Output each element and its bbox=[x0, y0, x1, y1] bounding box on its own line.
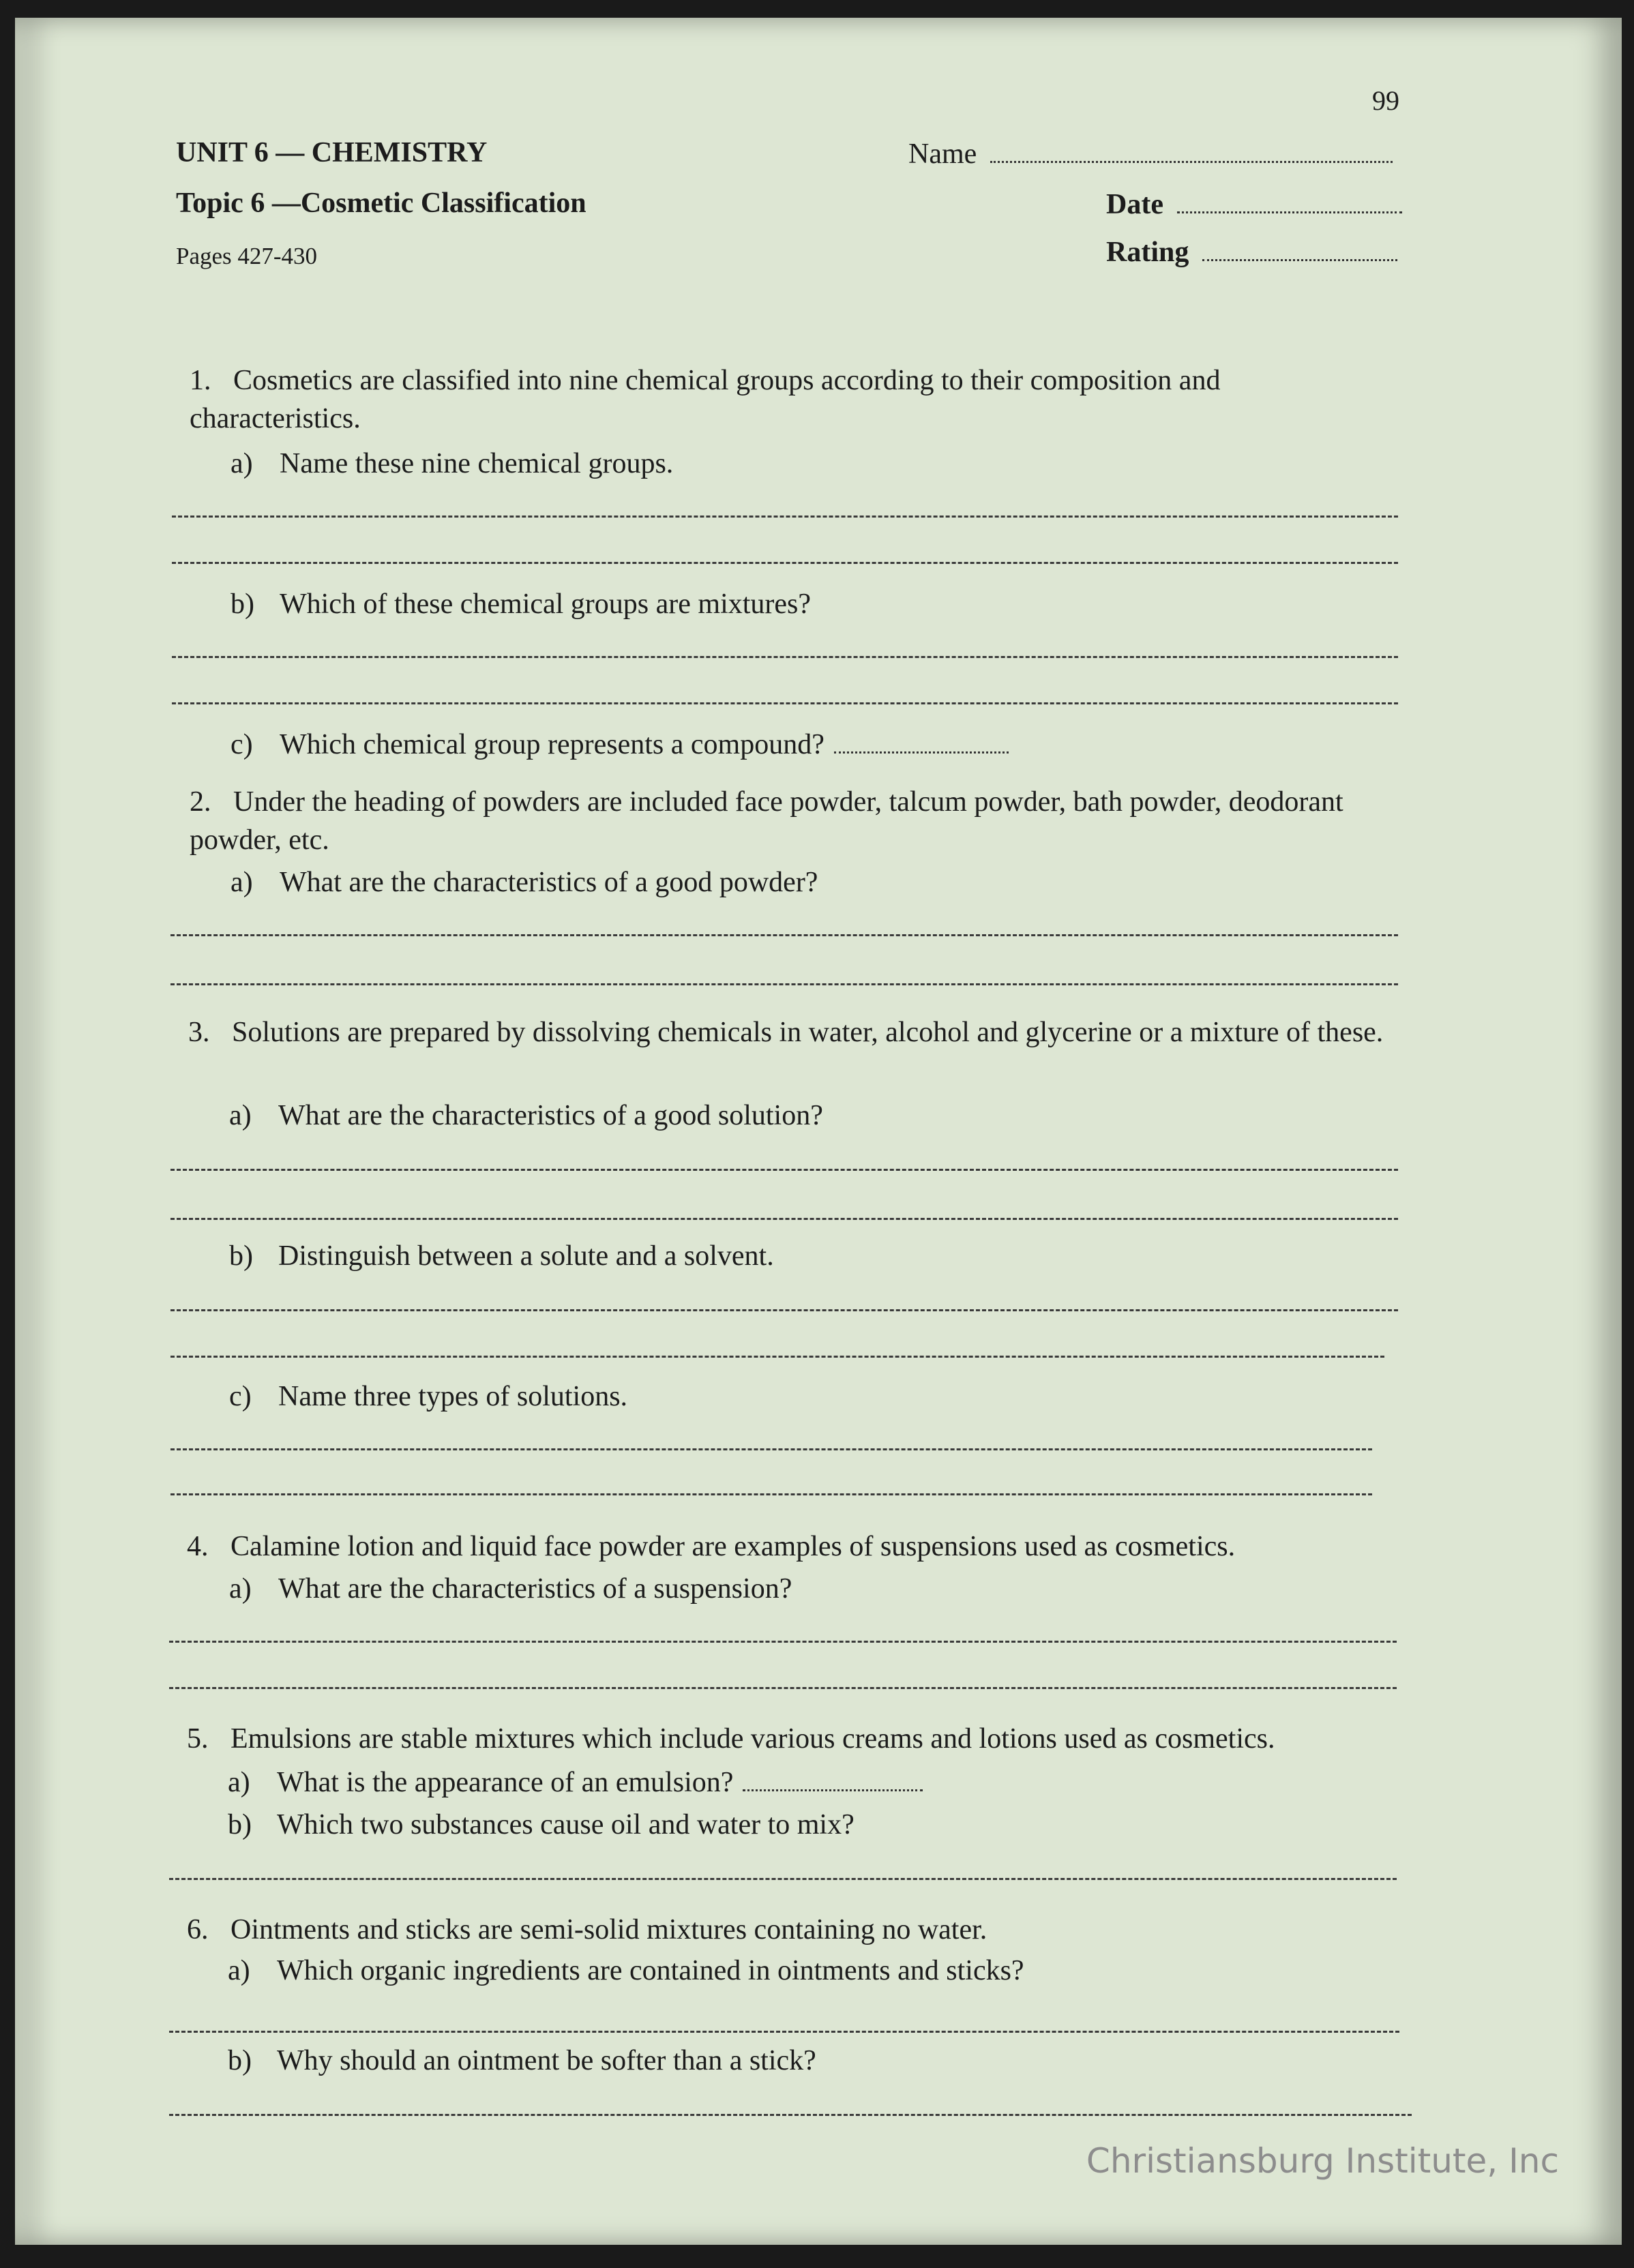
answer-blank[interactable] bbox=[743, 1789, 923, 1791]
date-field[interactable] bbox=[1106, 188, 1402, 221]
answer-line[interactable] bbox=[172, 702, 1398, 704]
date-label: Date bbox=[1106, 189, 1163, 220]
question-5: 5. Emulsions are stable mixtures which include various creams and lotions used as cosmetics. bbox=[187, 1723, 1275, 1755]
answer-line[interactable] bbox=[170, 1448, 1372, 1450]
answer-line[interactable] bbox=[170, 983, 1398, 985]
rating-field[interactable] bbox=[1106, 236, 1397, 269]
question-number: 1. bbox=[190, 365, 211, 396]
question-1 bbox=[190, 361, 1398, 438]
answer-line[interactable] bbox=[169, 1687, 1397, 1689]
answer-line[interactable] bbox=[170, 1493, 1372, 1495]
watermark: Christiansburg Institute, Inc bbox=[1086, 2141, 1559, 2181]
date-blank[interactable] bbox=[1177, 191, 1402, 213]
answer-line[interactable] bbox=[172, 562, 1398, 564]
page-number: 99 bbox=[1372, 85, 1399, 116]
question-4a: a) What are the characteristics of a suspension? bbox=[229, 1573, 792, 1605]
name-field[interactable] bbox=[908, 138, 1393, 170]
question-3: 3. Solutions are prepared by dissolving chemicals in water, alcohol and glycerine or a mixture of these. bbox=[188, 1017, 1384, 1048]
answer-line[interactable] bbox=[170, 1218, 1398, 1220]
question-6: 6. Ointments and sticks are semi-solid mixtures containing no water. bbox=[187, 1914, 987, 1945]
topic-title: Topic 6 —Cosmetic Classification bbox=[176, 188, 586, 219]
name-label: Name bbox=[908, 138, 977, 170]
question-4: 4. Calamine lotion and liquid face powder are examples of suspensions used as cosmetics. bbox=[187, 1531, 1236, 1562]
question-3c: c) Name three types of solutions. bbox=[229, 1381, 628, 1412]
question-2: 2. Under the heading of powders are included face powder, talcum powder, bath powder, deodorant powder, etc. bbox=[190, 786, 1343, 856]
question-6a: a) Which organic ingredients are contained in ointments and sticks? bbox=[228, 1955, 1024, 1986]
question-3a: a) What are the characteristics of a good solution? bbox=[229, 1100, 823, 1131]
answer-line[interactable] bbox=[170, 1356, 1384, 1358]
name-blank[interactable] bbox=[990, 140, 1393, 163]
question-text: Cosmetics are classified into nine chemical groups according to their composition and characteristics. bbox=[190, 365, 1221, 434]
rating-blank[interactable] bbox=[1202, 239, 1397, 261]
answer-line[interactable] bbox=[170, 1309, 1398, 1311]
answer-line[interactable] bbox=[170, 934, 1398, 936]
question-1c: c) Which chemical group represents a compound? bbox=[231, 728, 1009, 761]
question-1a: a) Name these nine chemical groups. bbox=[231, 448, 674, 479]
rating-label: Rating bbox=[1106, 237, 1189, 268]
answer-line[interactable] bbox=[170, 1169, 1398, 1171]
answer-line[interactable] bbox=[169, 1641, 1397, 1643]
answer-line[interactable] bbox=[172, 516, 1398, 518]
answer-line[interactable] bbox=[169, 2114, 1412, 2116]
answer-blank[interactable] bbox=[834, 751, 1009, 753]
question-2a: a) What are the characteristics of a good powder? bbox=[231, 867, 818, 898]
answer-line[interactable] bbox=[169, 2031, 1399, 2033]
question-6b: b) Why should an ointment be softer than a stick? bbox=[228, 2045, 816, 2076]
pages-reference: Pages 427-430 bbox=[176, 243, 318, 269]
question-3b: b) Distinguish between a solute and a solvent. bbox=[229, 1240, 774, 1272]
unit-title: UNIT 6 — CHEMISTRY bbox=[176, 137, 488, 168]
answer-line[interactable] bbox=[172, 656, 1398, 658]
question-5b: b) Which two substances cause oil and water to mix? bbox=[228, 1809, 855, 1840]
answer-line[interactable] bbox=[169, 1878, 1397, 1880]
question-5a: a) What is the appearance of an emulsion? bbox=[228, 1766, 923, 1799]
question-1b: b) Which of these chemical groups are mixtures? bbox=[231, 588, 812, 620]
